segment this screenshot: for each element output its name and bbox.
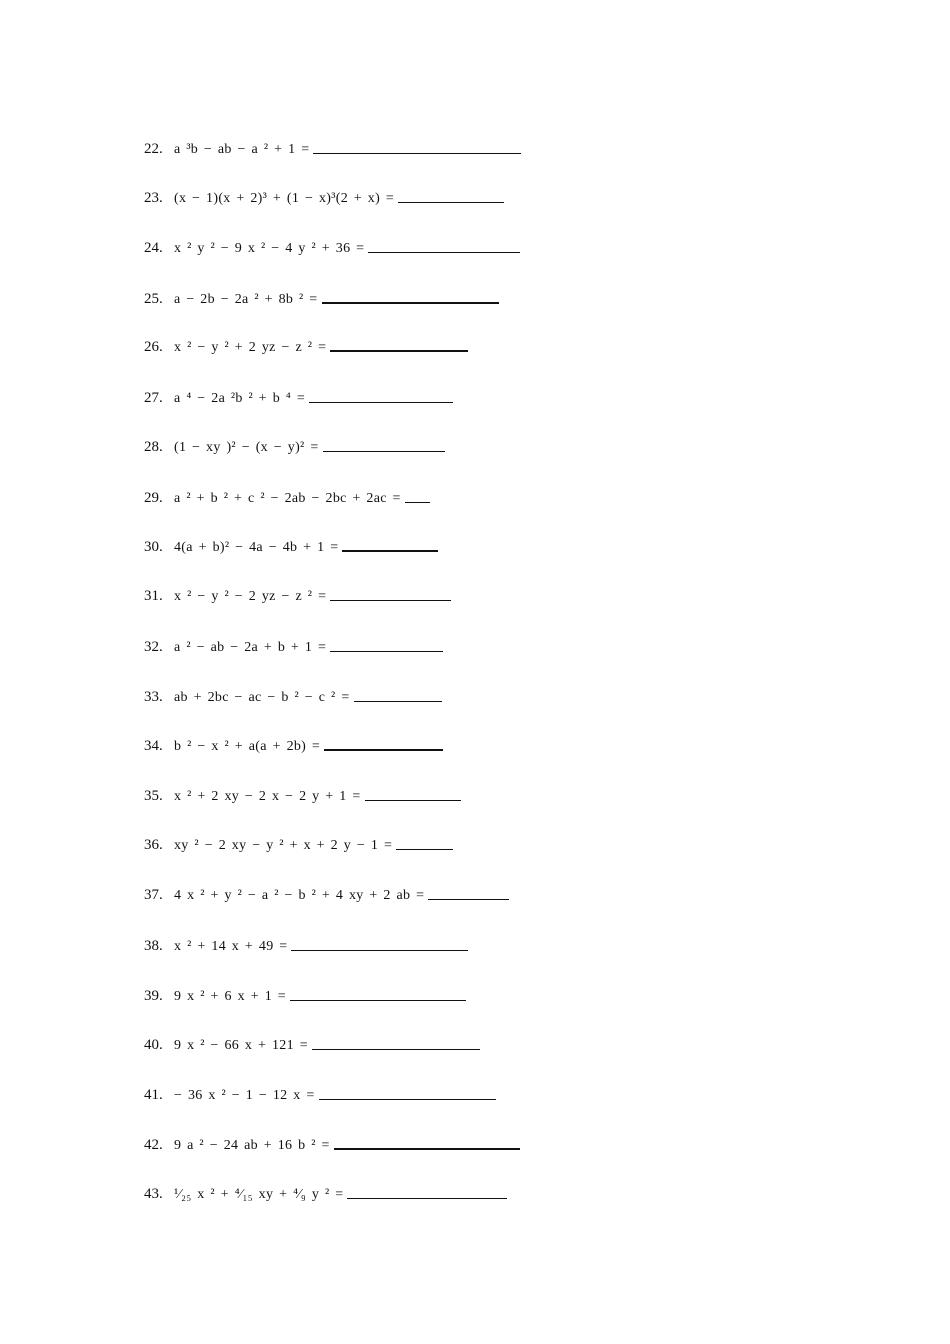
answer-blank[interactable] [324, 748, 443, 751]
problem-number: 33. [144, 689, 163, 705]
problem-32 [144, 626, 443, 656]
problem-40 [144, 1024, 480, 1054]
answer-blank[interactable] [313, 152, 521, 154]
problem-number: 42. [144, 1137, 163, 1153]
problem-number: 24. [144, 240, 163, 256]
problem-expression: 9 x ² − 66 x + 121 = [174, 1038, 308, 1053]
answer-blank[interactable] [319, 1098, 496, 1100]
problem-number: 34. [144, 738, 163, 754]
problem-number: 37. [144, 887, 163, 903]
problem-31 [144, 575, 451, 605]
problem-expression: x ² + 14 x + 49 = [174, 939, 288, 954]
problem-number: 27. [144, 390, 163, 406]
problem-37 [144, 874, 509, 904]
problem-expression: a ² + b ² + c ² − 2ab − 2bc + 2ac = [174, 491, 401, 506]
problem-number: 28. [144, 439, 163, 455]
problem-24 [144, 227, 520, 257]
problem-expression: x ² y ² − 9 x ² − 4 y ² + 36 = [174, 241, 365, 256]
problem-number: 22. [144, 141, 163, 157]
problem-expression: ¹⁄₂₅ x ² + ⁴⁄₁₅ xy + ⁴⁄₉ y ² = [174, 1187, 344, 1202]
problem-number: 30. [144, 539, 163, 555]
problem-expression: x ² + 2 xy − 2 x − 2 y + 1 = [174, 789, 361, 804]
problem-36 [144, 824, 453, 854]
answer-blank[interactable] [334, 1147, 520, 1150]
problem-22 [144, 128, 521, 158]
problem-expression: (x − 1)(x + 2)³ + (1 − x)³(2 + x) = [174, 191, 395, 206]
problem-number: 36. [144, 837, 163, 853]
problem-39 [144, 975, 466, 1005]
problem-number: 31. [144, 588, 163, 604]
problem-34 [144, 725, 443, 755]
problem-expression: − 36 x ² − 1 − 12 x = [174, 1088, 315, 1103]
problem-expression: 9 a ² − 24 ab + 16 b ² = [174, 1138, 330, 1153]
problem-expression: x ² − y ² − 2 yz − z ² = [174, 589, 327, 604]
problem-30 [144, 526, 438, 556]
problem-number: 32. [144, 639, 163, 655]
problem-26 [144, 326, 468, 356]
answer-blank[interactable] [290, 999, 466, 1001]
problem-number: 26. [144, 339, 163, 355]
problem-expression: ab + 2bc − ac − b ² − c ² = [174, 690, 350, 705]
answer-blank[interactable] [365, 799, 461, 801]
problem-expression: b ² − x ² + a(a + 2b) = [174, 739, 321, 754]
answer-blank[interactable] [428, 898, 509, 900]
problem-number: 43. [144, 1186, 163, 1202]
answer-blank[interactable] [398, 201, 504, 203]
problem-expression: 4 x ² + y ² − a ² − b ² + 4 xy + 2 ab = [174, 888, 425, 903]
answer-blank[interactable] [368, 251, 520, 253]
answer-blank[interactable] [330, 650, 443, 652]
problem-number: 41. [144, 1087, 163, 1103]
problem-expression: xy ² − 2 xy − y ² + x + 2 y − 1 = [174, 838, 393, 853]
problem-number: 25. [144, 291, 163, 307]
answer-blank[interactable] [291, 949, 468, 951]
problem-expression: (1 − xy )² − (x − y)² = [174, 440, 319, 455]
problem-expression: x ² − y ² + 2 yz − z ² = [174, 340, 327, 355]
problem-number: 35. [144, 788, 163, 804]
answer-blank[interactable] [309, 401, 453, 403]
problem-35 [144, 775, 461, 805]
problem-42 [144, 1124, 520, 1154]
problem-expression: a ² − ab − 2a + b + 1 = [174, 640, 327, 655]
problem-number: 40. [144, 1037, 163, 1053]
answer-blank[interactable] [330, 599, 451, 601]
problem-number: 29. [144, 490, 163, 506]
problem-43 [144, 1173, 507, 1203]
problem-expression: a ⁴ − 2a ²b ² + b ⁴ = [174, 391, 306, 406]
answer-blank[interactable] [347, 1197, 507, 1199]
problem-expression: a − 2b − 2a ² + 8b ² = [174, 292, 318, 307]
problem-33 [144, 676, 442, 706]
problem-expression: 9 x ² + 6 x + 1 = [174, 989, 286, 1004]
answer-blank[interactable] [405, 501, 430, 503]
problem-27 [144, 377, 453, 407]
answer-blank[interactable] [322, 301, 499, 304]
answer-blank[interactable] [396, 848, 453, 850]
problem-29 [144, 477, 430, 507]
problem-expression: a ³b − ab − a ² + 1 = [174, 142, 310, 157]
problem-number: 38. [144, 938, 163, 954]
problem-number: 23. [144, 190, 163, 206]
answer-blank[interactable] [312, 1048, 480, 1050]
problem-41 [144, 1074, 496, 1104]
problem-38 [144, 925, 468, 955]
answer-blank[interactable] [354, 700, 442, 702]
answer-blank[interactable] [323, 450, 445, 452]
problem-25 [144, 278, 499, 308]
problem-expression: 4(a + b)² − 4a − 4b + 1 = [174, 540, 339, 555]
problem-23 [144, 177, 504, 207]
problem-number: 39. [144, 988, 163, 1004]
problem-28 [144, 426, 445, 456]
answer-blank[interactable] [342, 549, 438, 552]
answer-blank[interactable] [330, 349, 468, 352]
